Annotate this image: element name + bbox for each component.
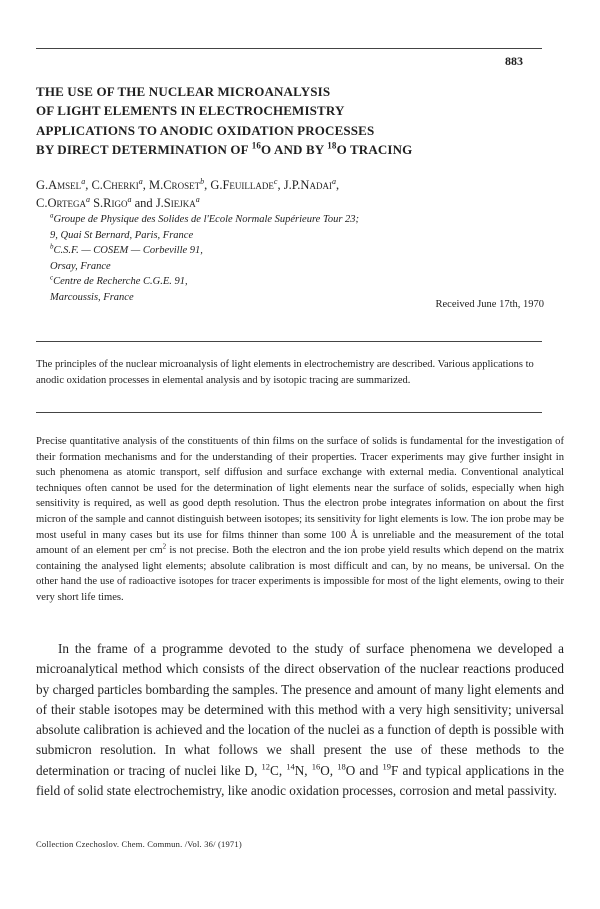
abstract-bottom-rule xyxy=(36,412,542,413)
journal-footer: Collection Czechoslov. Chem. Commun. /Vol. 36/ (1971) xyxy=(36,839,242,849)
affiliations xyxy=(50,212,550,306)
affiliation-line: $^a$Groupe de Physique des Solides de l'Ecole Normale Supérieure Tour 23; xyxy=(50,211,360,225)
intro-paragraph: Precise quantitative analysis of the constituents of thin films on the surface of solids is fundamental for the investigation of their formation mechanisms and for the understanding of their properties. Tracer experiments may give further insight in such phenomena as atomic transport, self diffusion and surface exchange with external media. Conventional analytical techniques often cannot be used for the determination of light elements near the surface of solids, especially when high sensitivity is required, as well as good depth resolution. Thus the electron probe integrates information on about the first micron of the sample and cannot distinguish between isotopes; its sensitivity for light elements is low. The ion probe may be most useful in many cases but its use for films thinner than some 100 Å is unreliable and the measurement of the total amount of an element per $cm^2$ is not precise. Both the electron and the ion probe yield results which depend on the matrix containing the analysed light elements; absolute calibration is most difficult and can, by no means, be universal. On the other hand the use of radioactive isotopes for tracer experiments is impossible for most of the light elements, owing to their very short life times. xyxy=(36,436,564,603)
affiliation-mark: a xyxy=(85,194,90,204)
author-name: C.Cherki xyxy=(91,178,139,192)
page-number: 883 xyxy=(505,54,523,68)
author-name: C.Ortega xyxy=(36,196,86,210)
abstract-top-rule xyxy=(36,341,542,342)
title-line-4: BY DIRECT DETERMINATION OF $^{16}$O AND BY $^{18}$O TRACING xyxy=(36,140,413,157)
author-name: G.Amsel xyxy=(36,178,82,192)
author-name: S.Rigo xyxy=(93,196,128,210)
affiliation-mark: b xyxy=(200,176,205,186)
author-name: J.Siejka xyxy=(155,196,196,210)
affiliation-mark: a xyxy=(331,176,336,186)
affiliation-line: $^b$C.S.F. — COSEM — Corbeville 91, xyxy=(50,242,203,257)
article-title xyxy=(36,82,556,159)
affiliation-mark: a xyxy=(195,194,200,204)
title-line-1: THE USE OF THE NUCLEAR MICROANALYSIS xyxy=(36,84,331,99)
affiliation-line: $^c$Centre de Recherche C.G.E. 91, xyxy=(50,273,188,288)
affiliation-line: 9, Quai St Bernard, Paris, France xyxy=(50,229,194,241)
affiliation-mark: a xyxy=(81,176,86,186)
author-name: G.Feuillade xyxy=(210,178,274,192)
author-name: J.P.Nadai xyxy=(283,178,332,192)
affiliation-line: Marcoussis, France xyxy=(50,291,134,303)
affiliation-mark: c xyxy=(273,176,278,186)
main-paragraph: In the frame of a programme devoted to the study of surface phenomena we developed a microanalytical method which consists of the direct observation of the nuclear reactions produced by charged particles bombarding the samples. The presence and amount of many light elements and of their stable isotopes may be determined with this method with a very high sensitivity; universal absolute calibration is achieved and the location of the nuclei as a function of depth is possible with submicron resolution. In what follows we shall present the use of these methods to the determination or tracing of nuclei like D, $^{12}$C, $^{14}$N, $^{16}$O, $^{18}$O and $^{19}$F and typical applications in the field of solid state electrochemistry, like anodic oxidation processes, corrosion and metal passivity. xyxy=(36,641,565,799)
affiliation-line: Orsay, France xyxy=(50,260,111,272)
author-name: M.Croset xyxy=(148,178,201,192)
received-date: Received June 17th, 1970 xyxy=(435,299,544,310)
affiliation-mark: a xyxy=(127,194,132,204)
author-list: G.Amsel$^a$, C.Cherki$^a$, M.Croset$^b$, G.Feuillade$^c$, J.P.Nadai$^a$, C.Ortega$^a$ S.Rigo$^a$ and J.Siejka$^a$ xyxy=(36,176,340,210)
affiliation-mark: a xyxy=(138,176,143,186)
title-line-2: OF LIGHT ELEMENTS IN ELECTROCHEMISTRY xyxy=(36,103,345,119)
title-line-3: APPLICATIONS TO ANODIC OXIDATION PROCESSES xyxy=(36,122,375,138)
abstract: The principles of the nuclear microanalysis of light elements in electrochemistry are described. Various applications to anodic oxidation processes in elemental analysis and by isotopic tracing are summarized. xyxy=(36,359,534,386)
header-rule xyxy=(36,48,542,49)
